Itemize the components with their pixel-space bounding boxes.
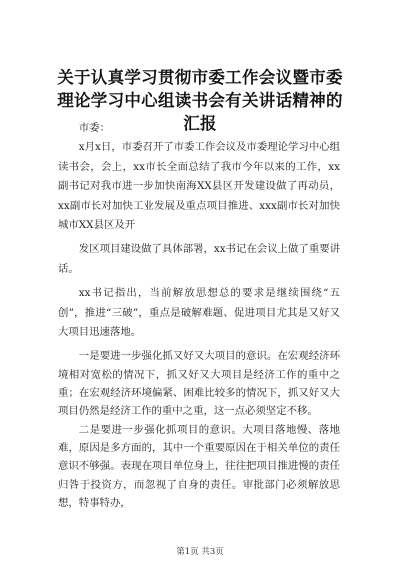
paragraph-4: 一是要进一步强化抓又好又大项目的意识。在宏观经济环境相对宽松的情况下，抓又好又大项目是经济工作的重中之重；在宏观经济环境偏紧、困难比较多的情况下，抓又好又大项目仍然是经济工作的重中之重，这一点必须坚定不移。: [58, 350, 340, 418]
paragraph-3: xx书记指出，当前解放思想总的要求是继续围绕“五创”，推进“三破”，重点是破解难题、促进项目尤其是又好又大项目迅速落地。: [58, 287, 340, 339]
page-number-footer: 第1页 共3页: [176, 547, 224, 557]
document-body: [58, 119, 340, 512]
salutation: 市委：: [78, 122, 110, 134]
paragraph-1: x月x日，市委召开了市委工作会议及市委理论学习中心组读书会，会上，xx市长全面总结了我市今年以来的工作，xx副书记对我市进一步加快南海XX县区开发建设做了再动员，xx副市长对加快工业发展及重点项目推进、xxx副市长对加快城市XX县区及开: [58, 141, 340, 232]
paragraph-2: 发区项目建设做了具体部署，xx书记在会议上做了重要讲话。: [58, 243, 340, 275]
paragraph-5: 二是要进一步强化抓项目的意识。大项目落地慢、落地难，原因是多方面的，其中一个重要原因在于相关单位的责任意识不够强。表现在项目单位身上，往往把项目推进慢的责任归咎于投资方，而忽视了自身的责任。审批部门必须解放思想，特事特办，: [58, 423, 340, 509]
document-title: 关于认真学习贯彻市委工作会议暨市委理论学习中心组读书会有关讲话精神的汇报: [57, 68, 343, 133]
